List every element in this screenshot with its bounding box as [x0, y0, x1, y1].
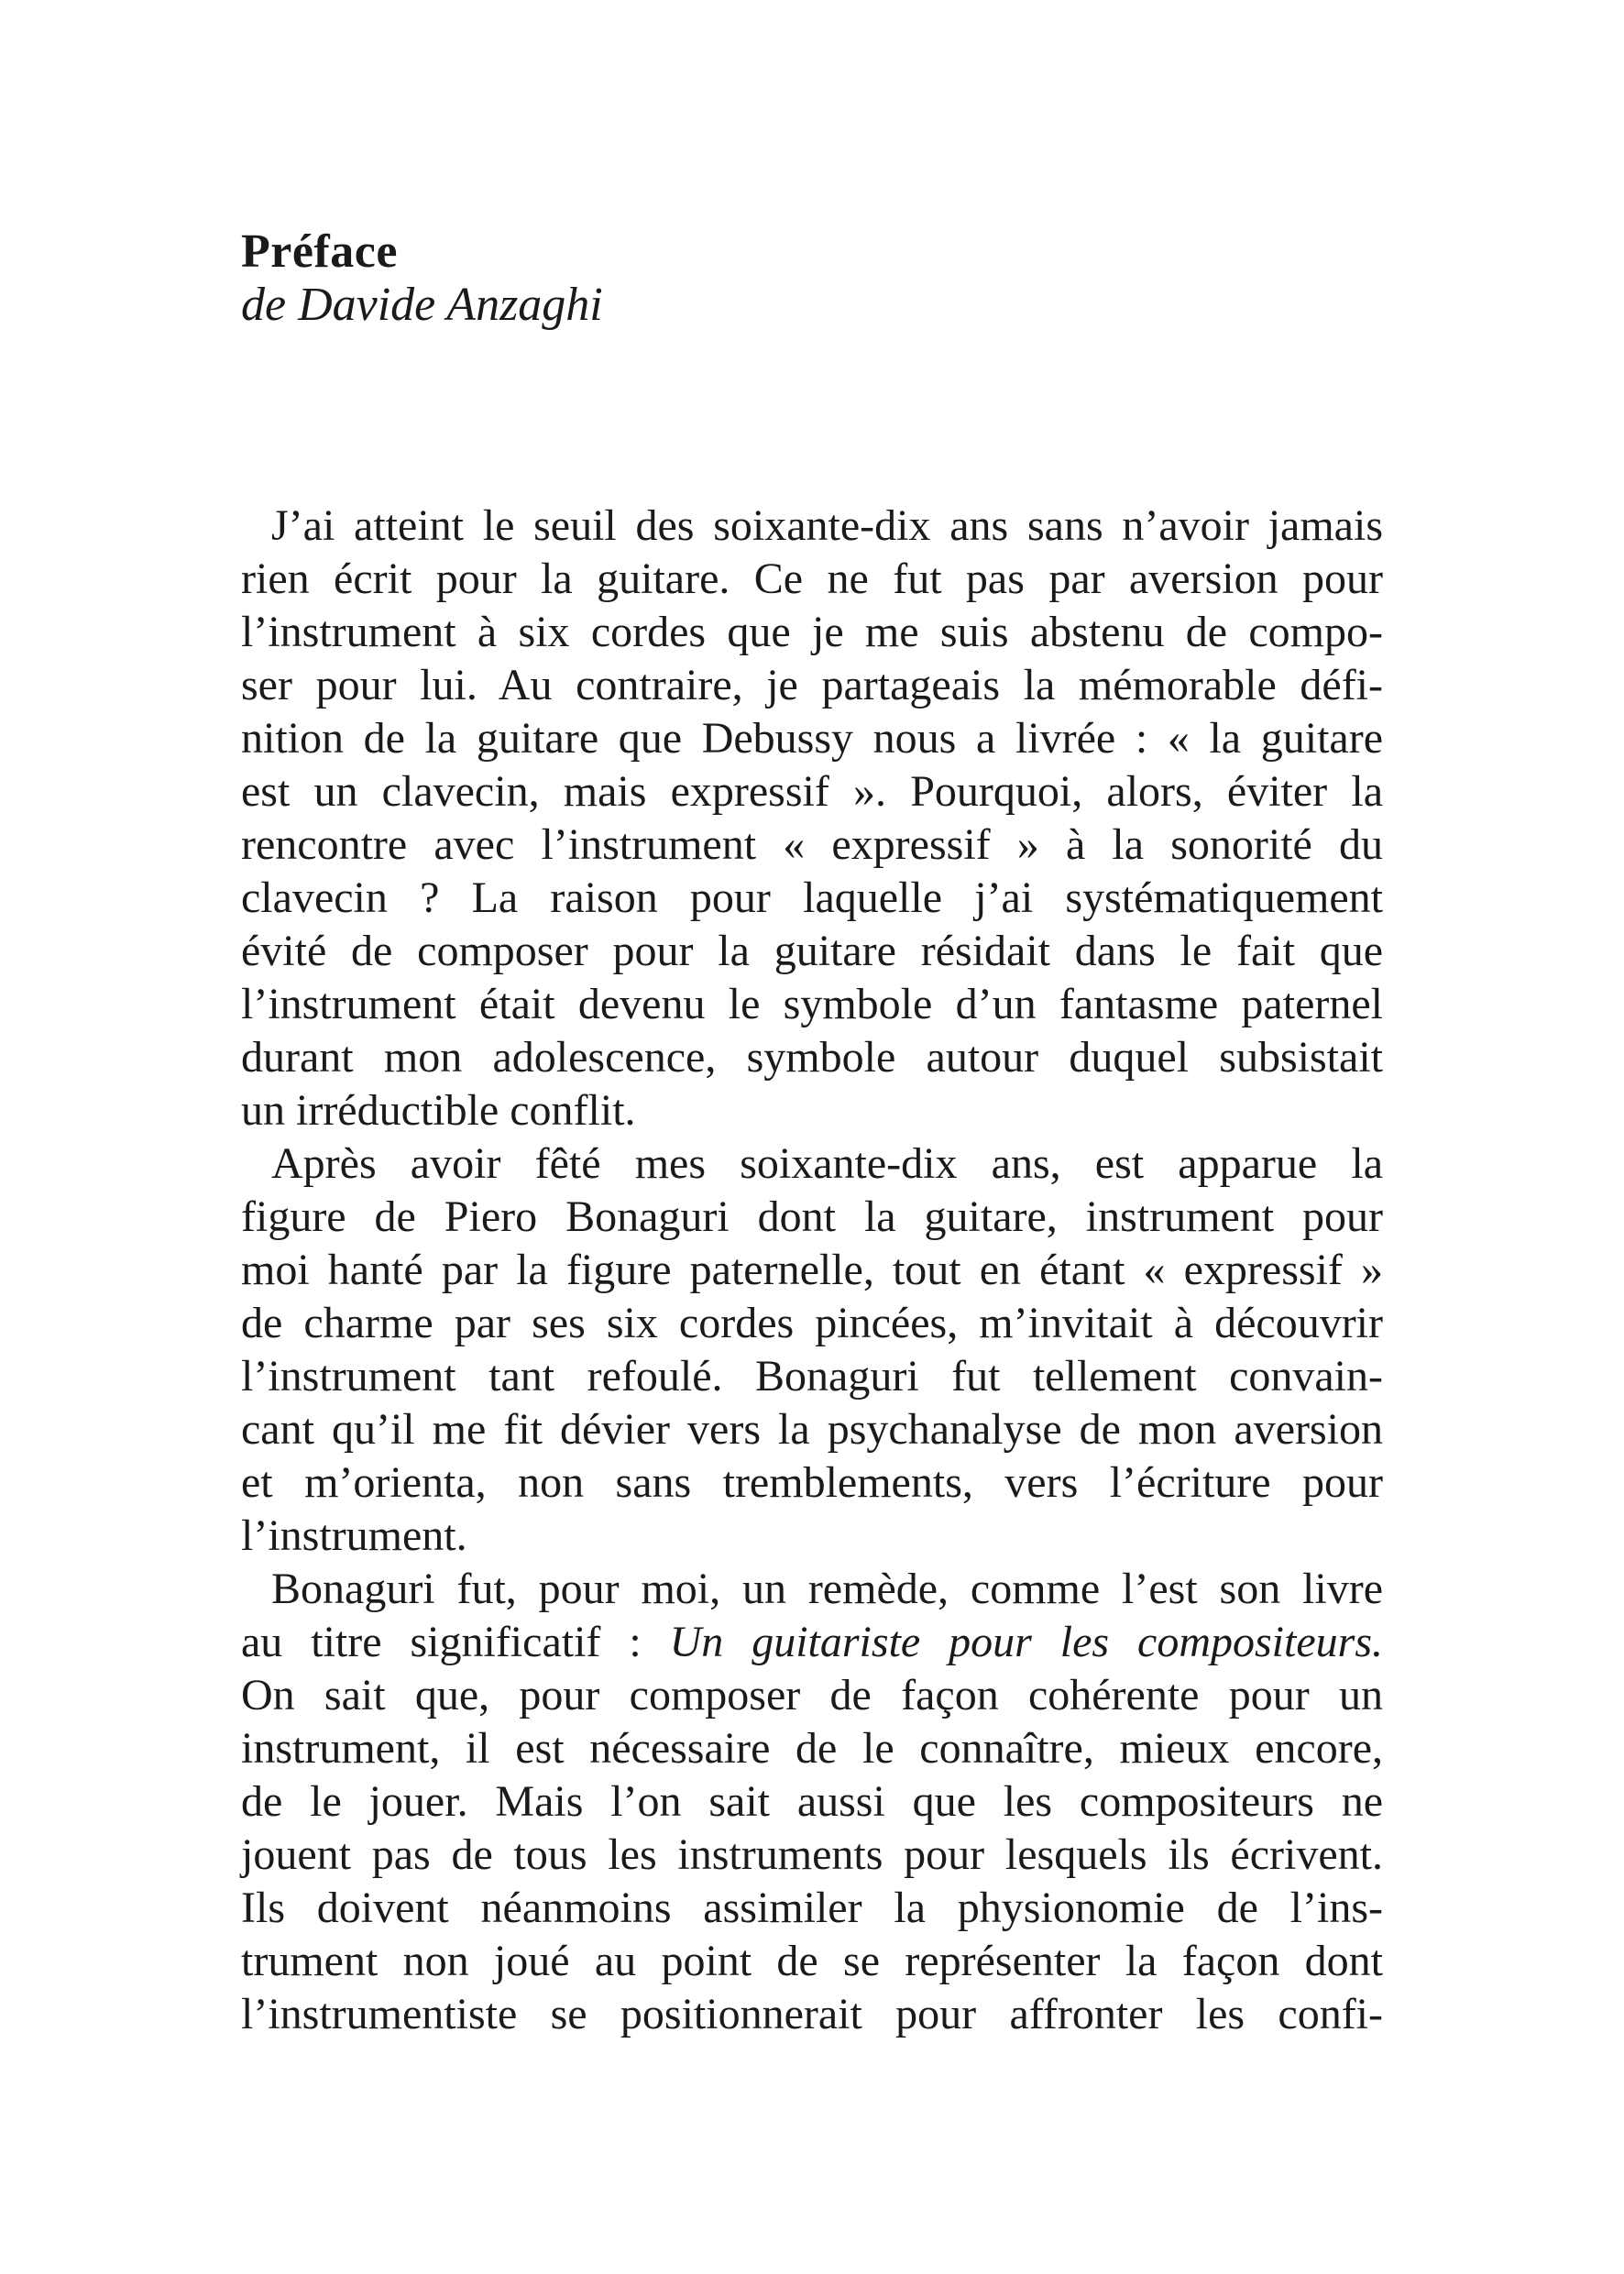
body-line: [241, 659, 1383, 712]
body-line: [241, 553, 1383, 606]
text-segment: au titre significatif :: [241, 1618, 670, 1666]
text-segment: rien écrit pour la guitare. Ce ne fut pas par aversion pour: [241, 555, 1383, 603]
body-line: [241, 1350, 1383, 1403]
text-segment: évité de composer pour la guitare résidait dans le fait que: [241, 927, 1383, 975]
text-segment: l’instrument à six cordes que je me suis abstenu de compo-: [241, 608, 1383, 656]
text-segment: l’instrument était devenu le symbole d’un fantasme paternel: [241, 980, 1383, 1028]
body-line: [241, 1244, 1383, 1297]
body-line: [241, 1882, 1383, 1935]
body-line: [241, 606, 1383, 659]
text-segment: jouent pas de tous les instruments pour lesquels ils écrivent.: [241, 1830, 1383, 1879]
text-segment: de le jouer. Mais l’on sait aussi que les compositeurs ne: [241, 1777, 1383, 1826]
body-line: [241, 978, 1383, 1031]
body-line: [241, 1829, 1383, 1882]
body-line: [241, 1297, 1383, 1350]
text-segment: l’instrument.: [241, 1511, 467, 1560]
text-segment: de charme par ses six cordes pincées, m’invitait à découvrir: [241, 1299, 1383, 1347]
body-line: [241, 1456, 1383, 1510]
body-line: [241, 765, 1383, 818]
body-line: [241, 1722, 1383, 1775]
text-segment: un irréductible conflit.: [241, 1086, 636, 1135]
body-line: [241, 712, 1383, 765]
text-segment: clavecin ? La raison pour laquelle j’ai systématiquement: [241, 873, 1383, 922]
text-segment: et m’orienta, non sans tremblements, vers l’écriture pour: [241, 1458, 1383, 1507]
text-segment: l’instrument tant refoulé. Bonaguri fut tellement convain-: [241, 1352, 1383, 1401]
body-line: [241, 1084, 1383, 1137]
body-line: [241, 1137, 1383, 1191]
text-block: [241, 225, 1383, 2041]
text-segment: rencontre avec l’instrument « expressif » à la sonorité du: [241, 820, 1383, 869]
text-segment: trument non joué au point de se représenter la façon dont: [241, 1937, 1383, 1985]
page-title: Préface: [241, 225, 398, 278]
body-line: [241, 500, 1383, 553]
text-segment: nition de la guitare que Debussy nous a livrée : « la guitare: [241, 714, 1383, 763]
body-line: [241, 925, 1383, 978]
body-line: [241, 1510, 1383, 1563]
text-segment: l’instrumentiste se positionnerait pour affronter les confi-: [241, 1990, 1383, 2038]
text-segment: est un clavecin, mais expressif ». Pourquoi, alors, éviter la: [241, 767, 1383, 816]
preface-body: [241, 500, 1383, 2041]
text-segment: cant qu’il me fit dévier vers la psychanalyse de mon aversion: [241, 1405, 1383, 1454]
text-segment: ser pour lui. Au contraire, je partageais la mémorable défi-: [241, 661, 1383, 709]
body-line: [241, 1191, 1383, 1244]
body-line: [241, 1031, 1383, 1084]
page-subtitle: de Davide Anzaghi: [241, 279, 603, 331]
body-line: [241, 1403, 1383, 1456]
body-line: [241, 1563, 1383, 1616]
body-line: [241, 1988, 1383, 2041]
body-line: [241, 1669, 1383, 1722]
text-segment: J’ai atteint le seuil des soixante-dix ans sans n’avoir jamais: [271, 501, 1383, 550]
text-segment: Bonaguri fut, pour moi, un remède, comme l’est son livre: [271, 1565, 1383, 1613]
text-segment: Après avoir fêté mes soixante-dix ans, est apparue la: [271, 1139, 1383, 1188]
text-segment: Ils doivent néanmoins assimiler la physionomie de l’ins-: [241, 1884, 1383, 1932]
body-line: [241, 818, 1383, 872]
body-line: [241, 1616, 1383, 1669]
inline-book-title: Un guitariste pour les compositeurs.: [669, 1618, 1383, 1666]
text-segment: figure de Piero Bonaguri dont la guitare, instrument pour: [241, 1192, 1383, 1241]
body-line: [241, 1775, 1383, 1829]
text-segment: On sait que, pour composer de façon cohérente pour un: [241, 1671, 1383, 1719]
body-line: [241, 1935, 1383, 1988]
text-segment: durant mon adolescence, symbole autour duquel subsistait: [241, 1033, 1383, 1082]
body-line: [241, 872, 1383, 925]
text-segment: moi hanté par la figure paternelle, tout en étant « expressif »: [241, 1246, 1383, 1294]
text-segment: instrument, il est nécessaire de le connaître, mieux encore,: [241, 1724, 1383, 1773]
